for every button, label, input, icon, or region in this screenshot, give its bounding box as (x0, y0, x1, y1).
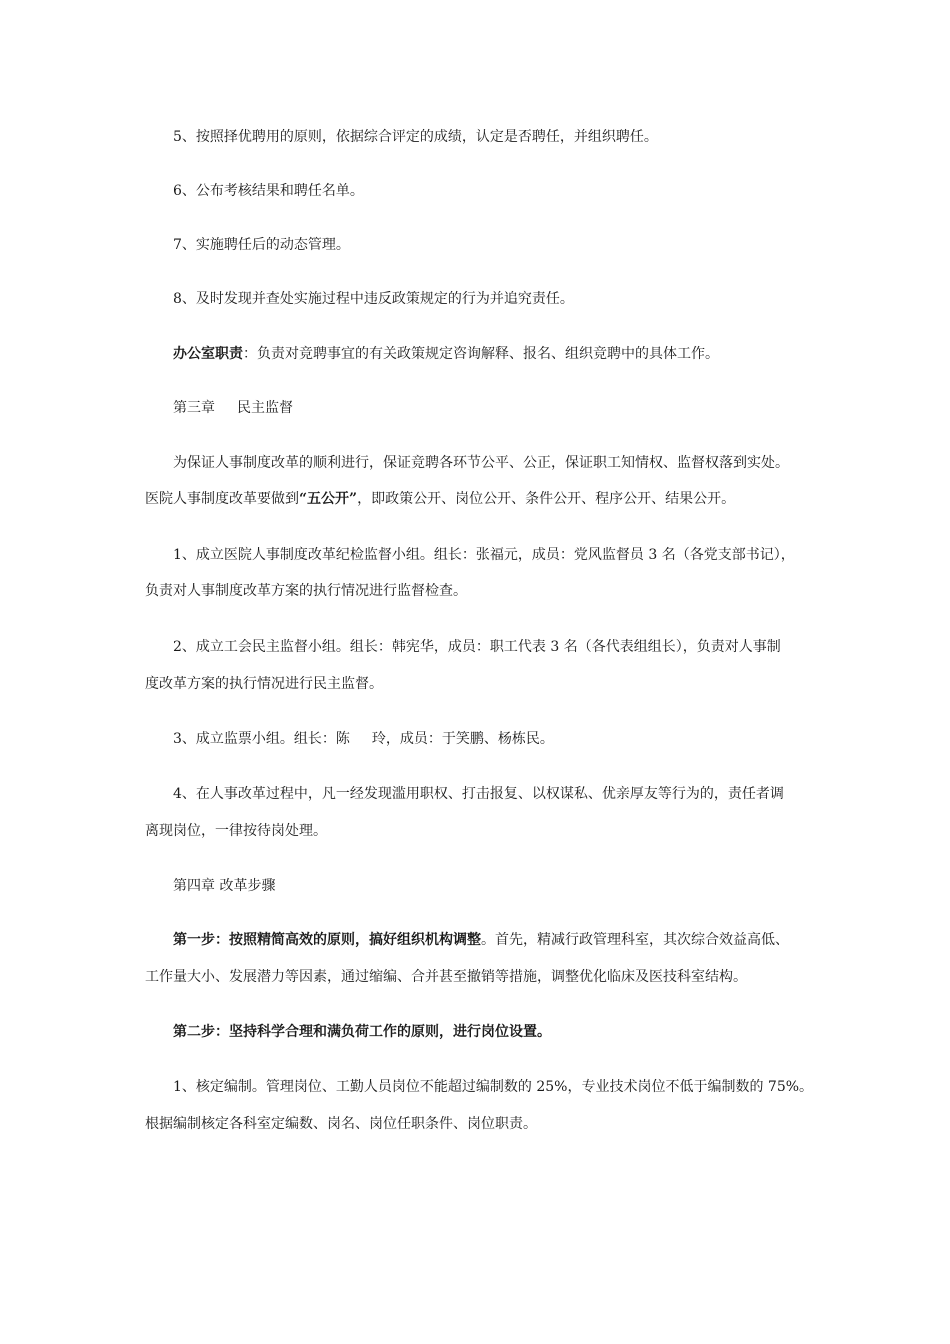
item-4-line-2 (145, 821, 805, 841)
office-duties-paragraph (173, 344, 805, 364)
text: 2、成立工会民主监督小组。组长：韩宪华，成员：职工代表 3 名（各代表组组长），负责对人事制 (173, 639, 781, 655)
step-1-line-1 (173, 930, 805, 950)
text: 医院人事制度改革要做到 (145, 491, 299, 507)
text: 8、及时发现并查处实施过程中违反政策规定的行为并追究责任。 (173, 291, 574, 307)
text: 。首先，精减行政管理科室，其次综合效益高低、 (481, 932, 789, 948)
text: 6、公布考核结果和聘任名单。 (173, 183, 364, 199)
chapter-4-heading (173, 876, 805, 896)
item-3 (173, 729, 805, 749)
text: 为保证人事制度改革的顺利进行，保证竞聘各环节公平、公正，保证职工知情权、监督权落到实处。 (173, 455, 789, 471)
text: 5、按照择优聘用的原则，依据综合评定的成绩，认定是否聘任，并组织聘任。 (173, 129, 658, 145)
item-4-line-1 (173, 784, 805, 804)
staffing-line-1 (173, 1077, 814, 1097)
staffing-line-2 (145, 1114, 805, 1134)
text: 度改革方案的执行情况进行民主监督。 (145, 676, 383, 692)
text: ，即政策公开、岗位公开、条件公开、程序公开、结果公开。 (357, 491, 736, 507)
step-2-heading (173, 1022, 805, 1042)
chapter-number: 第三章 (173, 400, 215, 416)
paragraph-item-7 (173, 235, 805, 255)
text: 3、成立监票小组。组长：陈 (173, 731, 350, 747)
text: 1、核定编制。管理岗位、工勤人员岗位不能超过编制数的 25%，专业技术岗位不低于编制数的 75%。 (173, 1079, 814, 1095)
text: 根据编制核定各科室定编数、岗名、岗位任职条件、岗位职责。 (145, 1116, 537, 1132)
five-public-emphasis: “五公开” (299, 491, 358, 507)
step-1-line-2 (145, 967, 805, 987)
item-1-line-2 (145, 581, 805, 601)
item-2-line-1 (173, 637, 805, 657)
paragraph-item-6 (173, 181, 805, 201)
chapter-3-heading (173, 398, 805, 418)
text: 第二步：坚持科学合理和满负荷工作的原则，进行岗位设置。 (173, 1024, 551, 1040)
paragraph-item-8 (173, 289, 805, 309)
intro-paragraph-line-2 (145, 489, 805, 509)
office-duties-label: 办公室职责 (173, 346, 243, 362)
paragraph-item-5 (173, 127, 805, 147)
chapter-title: 第四章 改革步骤 (173, 878, 276, 894)
text: 7、实施聘任后的动态管理。 (173, 237, 350, 253)
text: 工作量大小、发展潜力等因素，通过缩编、合并甚至撤销等措施，调整优化临床及医技科室结构。 (145, 969, 747, 985)
text: 离现岗位，一律按待岗处理。 (145, 823, 327, 839)
item-2-line-2 (145, 674, 805, 694)
chapter-title: 民主监督 (237, 400, 293, 416)
office-duties-text: ：负责对竞聘事宜的有关政策规定咨询解释、报名、组织竞聘中的具体工作。 (243, 346, 719, 362)
text: 玲，成员：于笑鹏、杨栋民。 (371, 731, 554, 747)
text: 负责对人事制度改革方案的执行情况进行监督检查。 (145, 583, 467, 599)
item-1-line-1 (173, 545, 805, 565)
text: 4、在人事改革过程中，凡一经发现滥用职权、打击报复、以权谋私、优亲厚友等行为的，责任者调 (173, 786, 784, 802)
text: 1、成立医院人事制度改革纪检监督小组。组长：张福元，成员：党风监督员 3 名（各党支部书记）， (173, 547, 795, 563)
intro-paragraph-line-1 (173, 453, 805, 473)
step-1-heading: 第一步：按照精简高效的原则，搞好组织机构调整 (173, 932, 481, 948)
